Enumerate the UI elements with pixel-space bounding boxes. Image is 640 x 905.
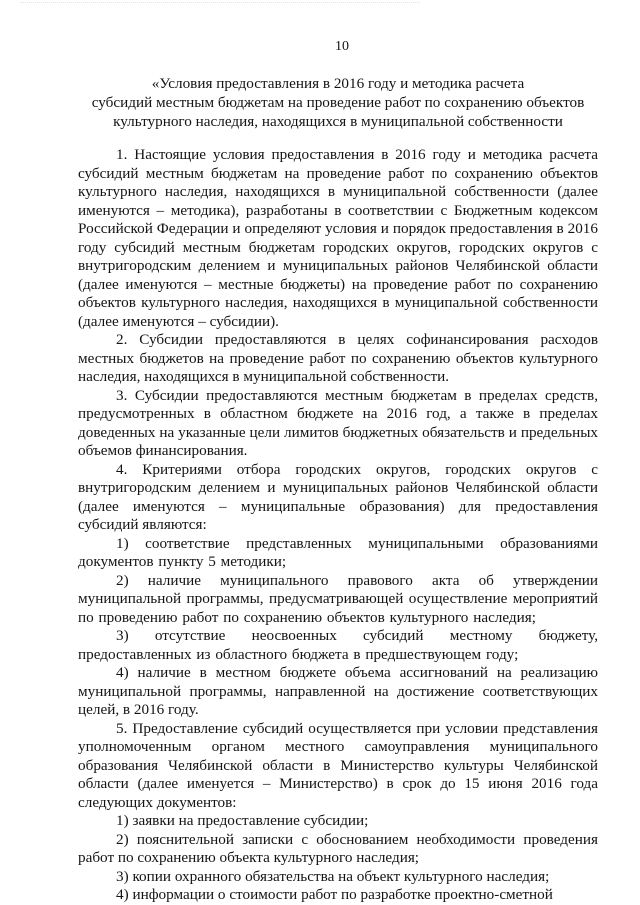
list-item-5-1: 1) заявки на предоставление субсидии; <box>116 812 369 829</box>
scan-artifact <box>20 2 420 7</box>
paragraph-2: 2. Субсидии предоставляются в целях софинансирования расходов местных бюджетов на проведение работ по сохранению объектов культурного наследия, находящихся в муниципальной собственности. <box>78 331 598 385</box>
paragraph-4: 4. Критериями отбора городских округов, городских округов с внутригородским делением и муниципальных районов Челябинской области (далее именуются – муниципальные образования) для предоставления субсидий являются: <box>78 460 598 533</box>
list-item-4-3: 3) отсутствие неосвоенных субсидий местному бюджету, предоставленных из областного бюджета в предшествующем году; <box>78 627 598 663</box>
list-item-5-3: 3) копии охранного обязательства на объект культурного наследия; <box>116 867 550 885</box>
document-page <box>78 38 598 905</box>
paragraph-5: 5. Предоставление субсидий осуществляется при условии представления уполномоченным органом местного самоуправления муниципального образования Челябинской области в Министерство культуры Челябинской области (далее именуется – Министерство) в срок до 15 июня 2016 года следующих документов: <box>78 719 598 811</box>
document-title <box>78 74 598 131</box>
paragraph-3: 3. Субсидии предоставляются местным бюджетам в пределах средств, предусмотренных в областном бюджете на 2016 год, а также в пределах доведенных на указанные цели лимитов бюджетных обязательств и предельных объемов финансирования. <box>78 386 598 459</box>
list-item-4-2: 2) наличие муниципального правового акта об утверждении муниципальной программы, предусматривающей осуществление мероприятий по проведению работ по сохранению объектов культурного наследия; <box>78 571 598 626</box>
list-item-4-1: 1) соответствие представленных муниципальными образованиями документов пункту 5 методики; <box>78 534 598 570</box>
list-item-5-4: 4) информации о стоимости работ по разработке проектно-сметной <box>116 886 553 903</box>
document-body <box>78 146 598 905</box>
paragraph-1: 1. Настоящие условия предоставления в 2016 году и методика расчета субсидий местным бюджетам на проведение работ по сохранению объектов культурного наследия, находящихся в муниципальной собственности (далее именуются – методика), разработаны в соответствии с Бюджетным кодексом Российской Федерации и определяют условия и порядок предоставления в 2016 году субсидий местным бюджетам городских округов, городских округов с внутригородским делением и муниципальных районов Челябинской области (далее именуются – местные бюджеты) на проведение работ по сохранению объектов культурного наследия, находящихся в муниципальной собственности (далее именуются – субсидии). <box>78 146 598 330</box>
title-line: субсидий местным бюджетам на проведение работ по сохранению объектов <box>91 94 585 111</box>
title-line: «Условия предоставления в 2016 году и методика расчета <box>151 75 525 92</box>
page-number: 10 <box>335 39 349 54</box>
list-item-4-4: 4) наличие в местном бюджете объема ассигнований на реализацию муниципальной программы, направленной на достижение соответствующих целей, в 2016 году. <box>78 664 598 718</box>
title-line: культурного наследия, находящихся в муниципальной собственности <box>113 113 563 130</box>
list-item-5-2: 2) пояснительной записки с обоснованием необходимости проведения работ по сохранению объекта культурного наследия; <box>78 830 598 866</box>
